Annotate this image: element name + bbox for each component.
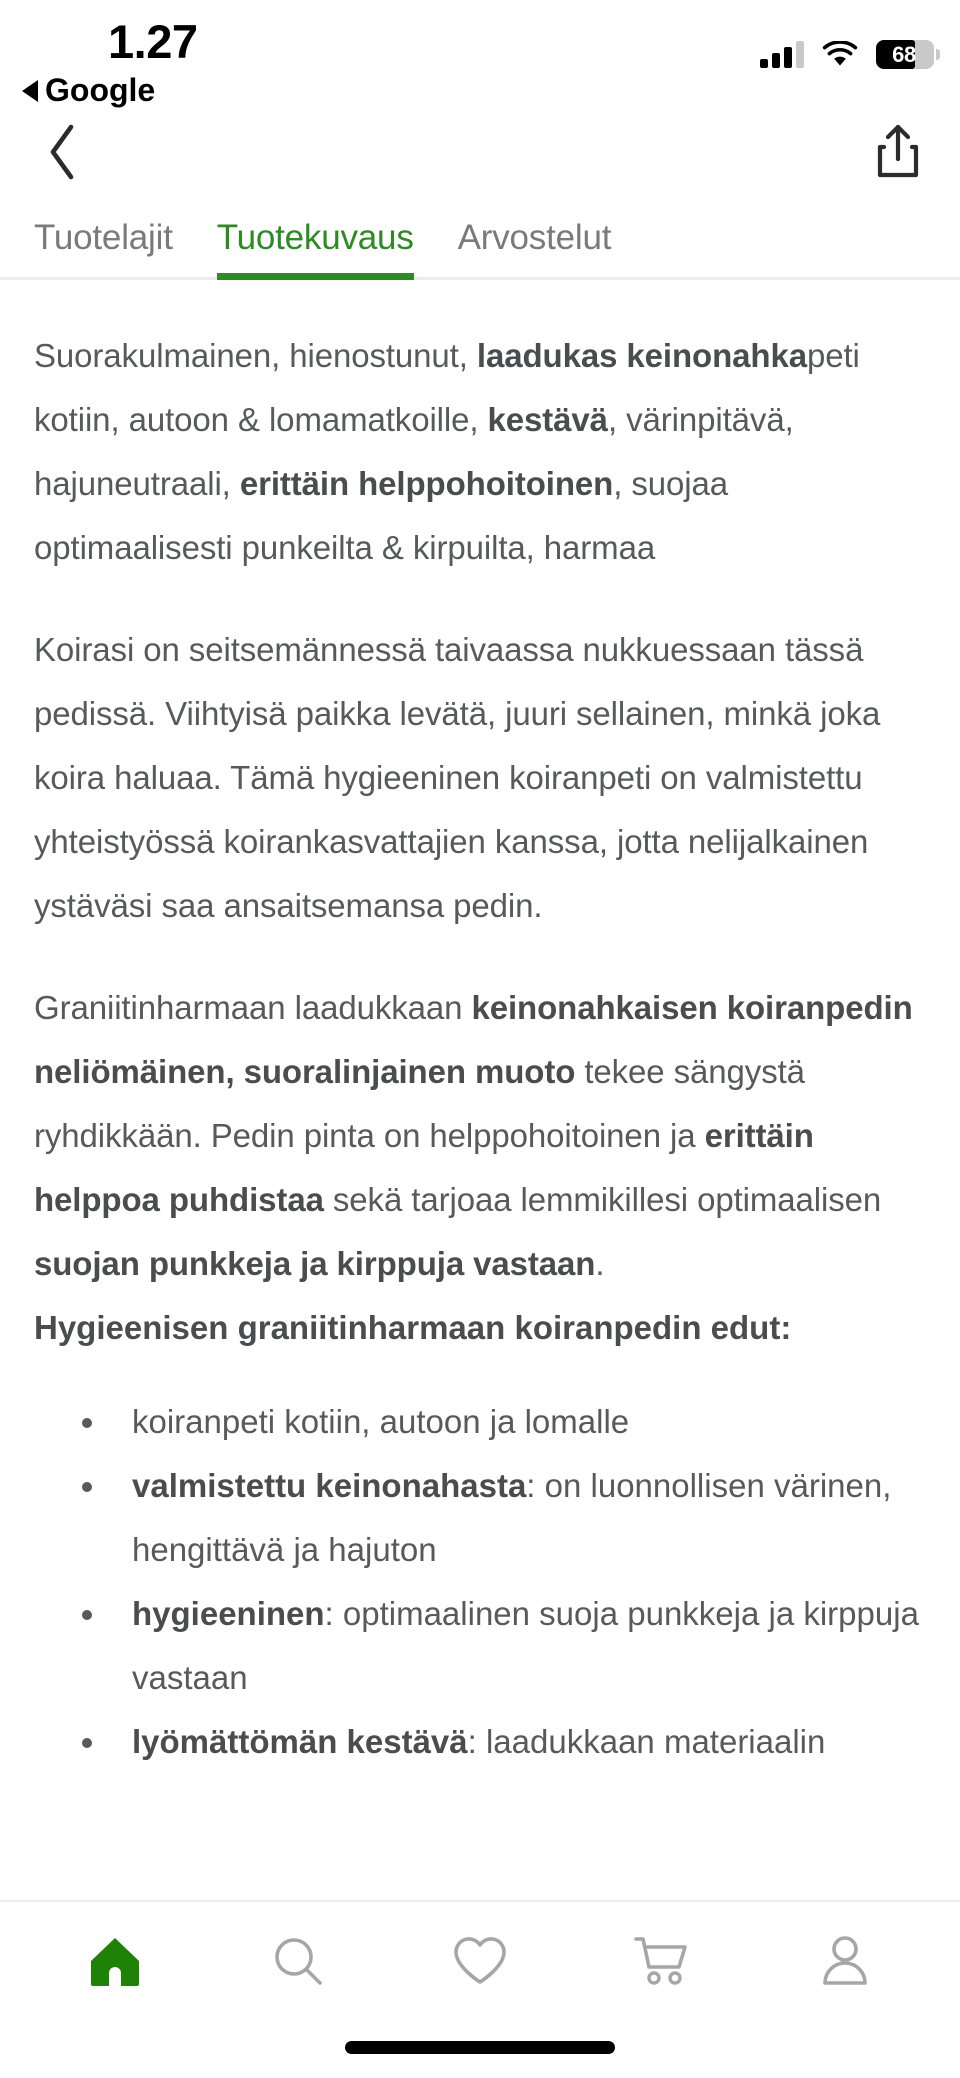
tab-arvostelut[interactable]: Arvostelut [457,218,612,257]
share-button[interactable] [866,118,930,186]
bottom-nav-profile[interactable] [790,1915,900,2007]
heart-icon [451,1933,509,1989]
list-item: koiranpeti kotiin, autoon ja lomalle [74,1390,926,1454]
bottom-nav-favorites[interactable] [425,1915,535,2007]
back-triangle-icon [22,80,38,102]
status-bar [0,0,960,112]
battery-percent-label: 68 [892,41,916,67]
bottom-nav-search[interactable] [243,1915,353,2007]
chevron-left-icon [45,123,79,181]
product-tabs [0,196,960,280]
product-description-content [0,280,960,1774]
search-icon [270,1933,326,1989]
top-navigation-bar [0,112,960,196]
cellular-signal-icon [760,42,804,68]
list-item: valmistettu keinonahasta: on luonnollisen värinen, hengittävä ja hajuton [74,1454,926,1582]
description-paragraph-3: Graniitinharmaan laadukkaan keinonahkaisen koiranpedin neliömäinen, suoralinjainen muoto tekee sängystä ryhdikkään. Pedin pinta on helppohoitoinen ja erittäin helppoa puhdistaa sekä tarjoaa lemmikillesi optimaalisen suojan punkkeja ja kirppuja vastaan. [34,989,913,1282]
home-indicator[interactable] [345,2041,615,2054]
tab-tuotelajit[interactable]: Tuotelajit [34,218,173,257]
home-icon [87,1933,143,1989]
bottom-nav-cart[interactable] [607,1915,717,2007]
share-upload-icon [875,123,921,181]
cart-icon [632,1933,692,1989]
wifi-icon [822,41,858,68]
bottom-nav-home[interactable] [60,1915,170,2007]
tab-tuotekuvaus[interactable]: Tuotekuvaus [217,218,414,277]
battery-icon [876,40,934,69]
profile-icon [817,1933,873,1989]
description-paragraph-1: Suorakulmainen, hienostunut, laadukas keinonahkapeti kotiin, autoon & lomamatkoille, kestävä, värinpitävä, hajuneutraali, erittäin helppohoitoinen, suojaa optimaalisesti punkeilta & kirpuilta, harmaa [34,337,860,566]
benefits-list [34,1390,926,1774]
back-button[interactable] [34,120,90,184]
return-to-app-button[interactable] [22,72,155,109]
description-paragraph-2: Koirasi on seitsemännessä taivaassa nukkuessaan tässä pedissä. Viihtyisä paikka levätä, juuri sellainen, minkä joka koira haluaa. Tämä hygieeninen koiranpeti on valmistettu yhteistyössä koirankasvattajien kanssa, jotta nelijalkainen ystäväsi saa ansaitsemansa pedin. [34,631,881,924]
benefits-heading: Hygieenisen graniitinharmaan koiranpedin edut: [34,1309,792,1346]
list-item: lyömättömän kestävä: laadukkaan materiaalin [74,1710,926,1774]
status-time: 1.27 [108,15,198,68]
bottom-navigation-bar [0,1900,960,2078]
status-indicators [760,40,934,69]
return-to-app-label: Google [45,72,156,108]
list-item: hygieeninen: optimaalinen suoja punkkeja ja kirppuja vastaan [74,1582,926,1710]
